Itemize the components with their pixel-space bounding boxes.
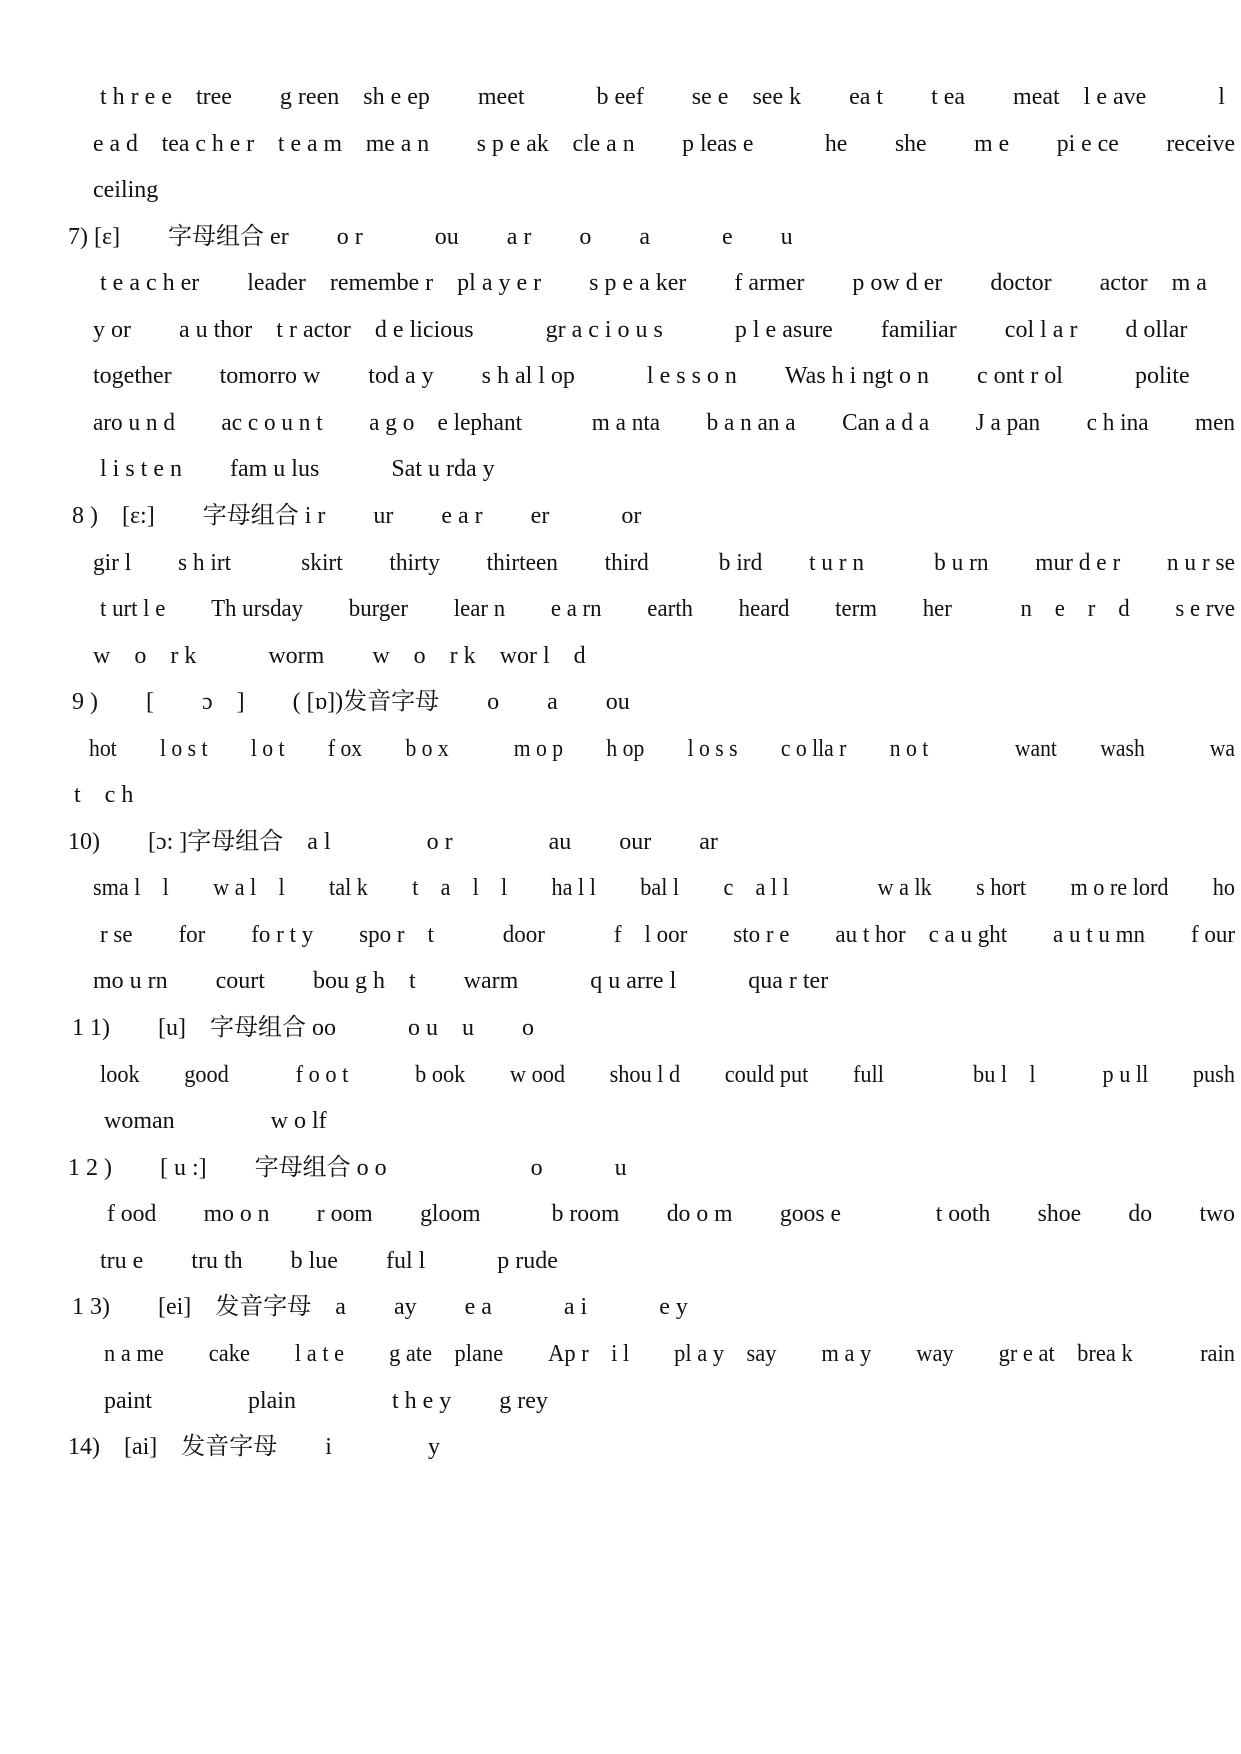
text-line-28: n a me cake l a t e g ate plane Ap r i l pl a y say m a y way gr e at brea k rain [104,1341,1235,1367]
text-line-26: tru e tru th b lue ful l p rude [100,1248,558,1274]
text-line-18: sma l l w a l l tal k t a l l ha l l bal l c a l l w a lk s hort m o re lord ho [93,875,1235,901]
text-line-8: aro u n d ac c o u n t a g o e lephant m a nta b a n an a Can a d a J a pan c h ina men [93,410,1235,436]
text-line-25: f ood mo o n r oom gloom b room do o m goos e t ooth shoe do two [107,1201,1235,1227]
text-line-11: gir l s h irt skirt thirty thirteen third b ird t u r n b u rn mur d e r n u r se [93,550,1235,576]
text-line-19: r se for fo r t y spo r t door f l oor sto r e au t hor c a u ght a u t u mn f our [100,922,1235,948]
text-line-13: w o r k worm w o r k wor l d [93,643,586,669]
text-line-23: woman w o lf [104,1108,327,1134]
section-header-9: 9 ) [ ɔ ] ( [ɒ])发音字母 o a ou [72,689,630,715]
section-header-7: 7) [ɛ] 字母组合 er o r ou a r o a e u [68,224,793,250]
text-line-12: t urt l e Th ursday burger lear n e a rn earth heard term her n e r d s e rve [100,596,1235,622]
text-line-7: together tomorro w tod a y s h al l op l e s s o n Was h i ngt o n c ont r ol polite [93,363,1190,389]
text-line-2: e a d tea c h e r t e a m me a n s p e ak cle a n p leas e he she m e pi e ce receive [93,131,1235,157]
text-line-29: paint plain t h e y g rey [104,1388,548,1414]
text-line-22: look good f o o t b ook w ood shou l d could put full bu l l p u ll push [100,1062,1235,1088]
text-line-15: hot l o s t l o t f ox b o x m o p h op l o s s c o lla r n o t want wash wa [89,736,1235,762]
text-line-6: y or a u thor t r actor d e licious gr a c i o u s p l e asure familiar col l a r d ollar [93,317,1188,343]
section-header-12: 1 2 ) [ u :] 字母组合 o o o u [68,1155,627,1181]
text-line-1: t h r e e tree g reen sh e ep meet b eef se e see k ea t t ea meat l e ave l [100,84,1225,110]
section-header-8: 8 ) [ɛ:] 字母组合 i r ur e a r er or [72,503,642,529]
section-header-11: 1 1) [u] 字母组合 oo o u u o [72,1015,534,1041]
text-line-3: ceiling [93,177,159,203]
text-line-9: l i s t e n fam u lus Sat u rda y [100,456,495,482]
text-line-16: t c h [74,782,134,808]
section-header-14: 14) [ai] 发音字母 i y [68,1434,440,1460]
section-header-10: 10) [ɔ: ]字母组合 a l o r au our ar [68,829,718,855]
text-line-5: t e a c h er leader remembe r pl a y e r s p e a ker f armer p ow d er doctor actor m a [100,270,1207,296]
text-line-20: mo u rn court bou g h t warm q u arre l qua r ter [93,968,829,994]
section-header-13: 1 3) [ei] 发音字母 a ay e a a i e y [72,1294,688,1320]
